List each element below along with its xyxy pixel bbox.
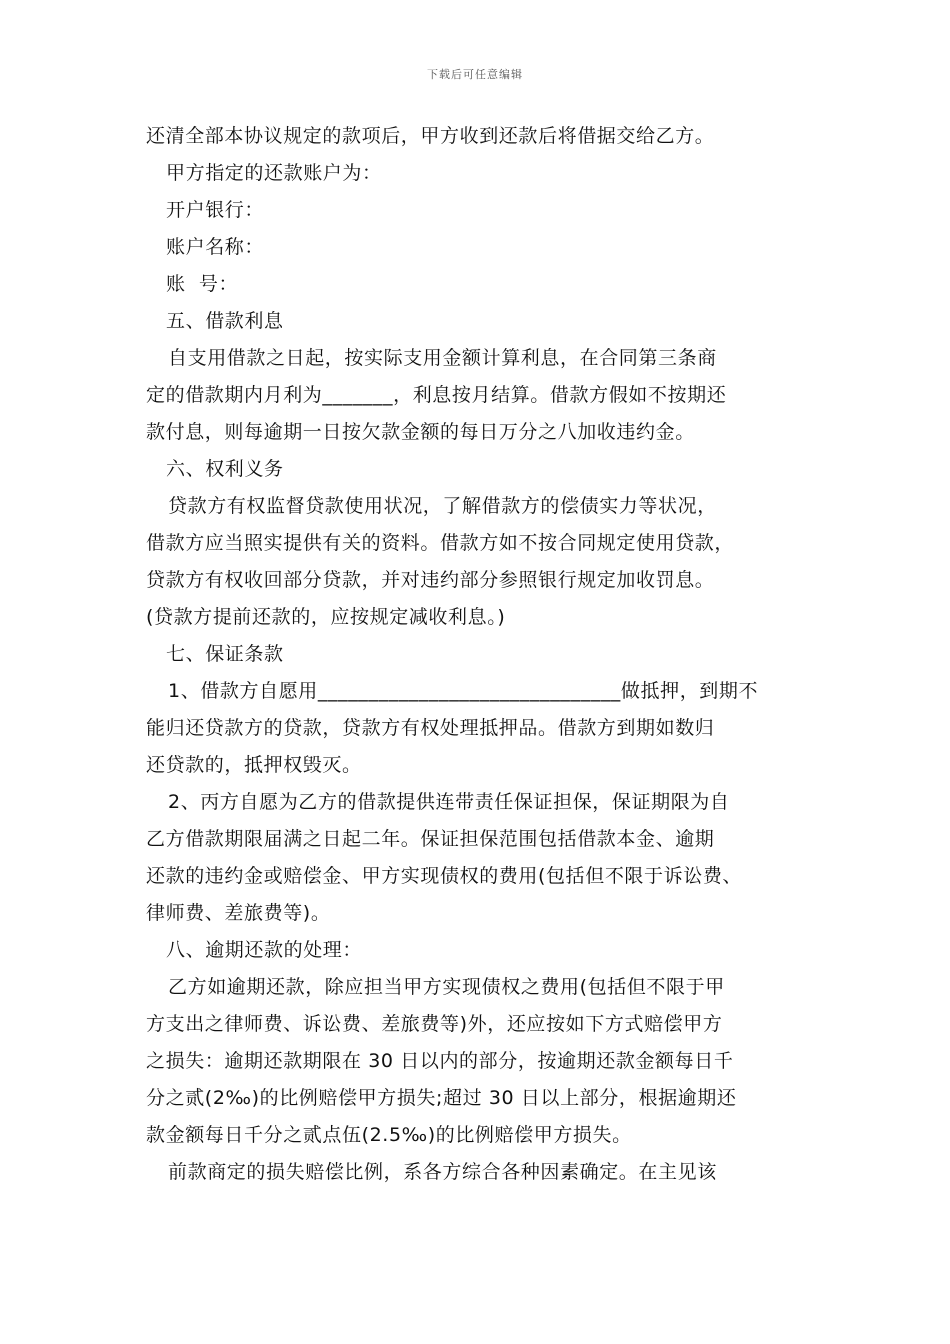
paragraph-line: 贷款方有权监督贷款使用状况，了解借款方的偿债实力等状况， bbox=[168, 495, 717, 517]
paragraph-line: 甲方指定的还款账户为： bbox=[166, 162, 382, 184]
paragraph-line: 前款商定的损失赔偿比例，系各方综合各种因素确定。在主见该 bbox=[168, 1161, 717, 1183]
section-heading: 八、逾期还款的处理： bbox=[166, 939, 363, 961]
paragraph-line: 贷款方有权收回部分贷款，并对违约部分参照银行规定加收罚息。 bbox=[146, 569, 715, 591]
paragraph-line: 账 号： bbox=[166, 273, 239, 295]
page-header: 下载后可任意编辑 bbox=[427, 68, 523, 81]
paragraph-line: 自支用借款之日起，按实际支用金额计算利息，在合同第三条商 bbox=[168, 347, 717, 369]
document-body bbox=[146, 118, 826, 1191]
paragraph-line: 定的借款期内月利为_______，利息按月结算。借款方假如不按期还 bbox=[146, 384, 727, 406]
paragraph-line: 方支出之律师费、诉讼费、差旅费等)外，还应按如下方式赔偿甲方 bbox=[146, 1013, 723, 1035]
section-heading: 七、保证条款 bbox=[166, 643, 284, 665]
section-heading: 六、权利义务 bbox=[166, 458, 284, 480]
paragraph-line: 1、借款方自愿用______________________________做抵押，到期不 bbox=[168, 680, 759, 702]
section-heading: 五、借款利息 bbox=[166, 310, 284, 332]
paragraph-line: 款金额每日千分之贰点伍(2.5‰)的比例赔偿甲方损失。 bbox=[146, 1124, 632, 1146]
paragraph-line: 款付息，则每逾期一日按欠款金额的每日万分之八加收违约金。 bbox=[146, 421, 695, 443]
paragraph-line: 乙方如逾期还款，除应担当甲方实现债权之费用(包括但不限于甲 bbox=[168, 976, 725, 998]
paragraph-line: 乙方借款期限届满之日起二年。保证担保范围包括借款本金、逾期 bbox=[146, 828, 715, 850]
paragraph-line: 还清全部本协议规定的款项后，甲方收到还款后将借据交给乙方。 bbox=[146, 125, 715, 147]
paragraph-line: 之损失：逾期还款期限在 30 日以内的部分，按逾期还款金额每日千 bbox=[146, 1050, 734, 1072]
paragraph-line: 2、丙方自愿为乙方的借款提供连带责任保证担保，保证期限为自 bbox=[168, 791, 730, 813]
paragraph-line: 还款的违约金或赔偿金、甲方实现债权的费用(包括但不限于诉讼费、 bbox=[146, 865, 743, 887]
paragraph-line: 律师费、差旅费等)。 bbox=[146, 902, 331, 924]
paragraph-line: 分之贰(2‰)的比例赔偿甲方损失;超过 30 日以上部分，根据逾期还 bbox=[146, 1087, 737, 1109]
paragraph-line: 借款方应当照实提供有关的资料。借款方如不按合同规定使用贷款， bbox=[146, 532, 735, 554]
paragraph-line: 开户银行： bbox=[166, 199, 265, 221]
paragraph-line: 账户名称： bbox=[166, 236, 265, 258]
paragraph-line: 能归还贷款方的贷款，贷款方有权处理抵押品。借款方到期如数归 bbox=[146, 717, 715, 739]
paragraph-line: (贷款方提前还款的，应按规定减收利息。) bbox=[146, 606, 506, 628]
paragraph-line: 还贷款的，抵押权毁灭。 bbox=[146, 754, 362, 776]
